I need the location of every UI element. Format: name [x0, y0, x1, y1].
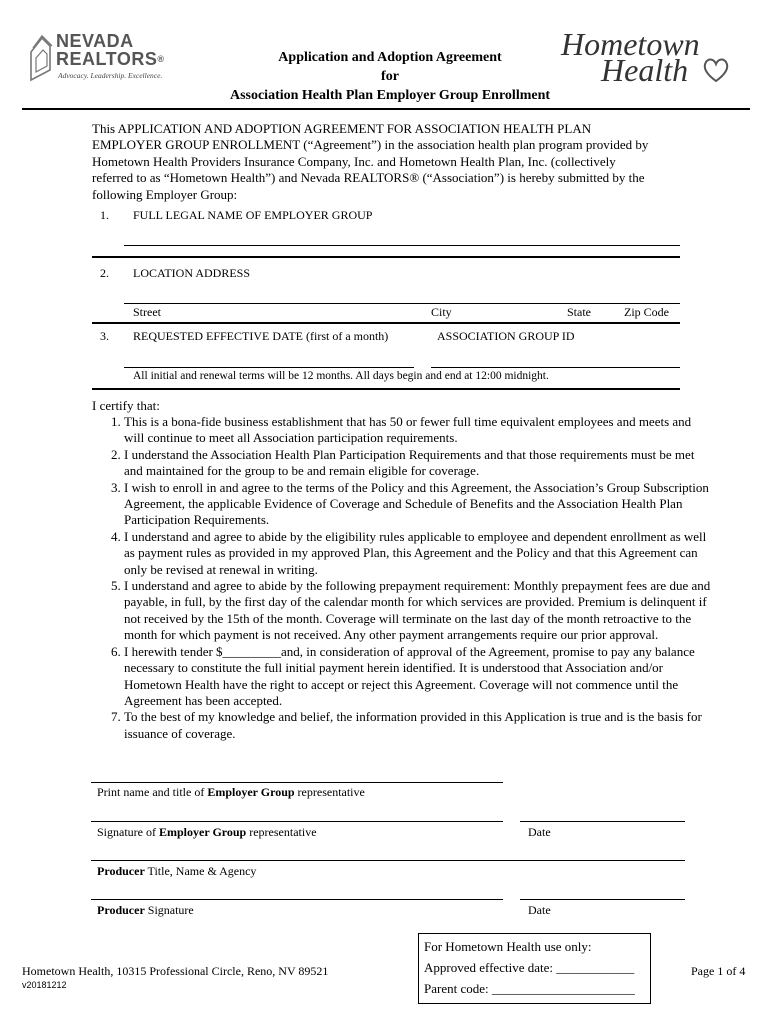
city-label: City — [431, 305, 452, 319]
office-use-box — [418, 933, 651, 1004]
certify-item: 3. I wish to enroll in and agree to the terms of the Policy and this Agreement, the Association’s Group Subscription Agreement, the applicable Evidence of Coverage and Schedule of Benefits and the Association Health Plan Participation Requirements. — [124, 480, 714, 529]
zip-code-label: Zip Code — [624, 305, 669, 319]
print-name-line[interactable] — [91, 782, 503, 783]
certify-heading: I certify that: — [92, 398, 160, 413]
title-line-3: Association Health Plan Employer Group Enrollment — [229, 88, 551, 103]
footer-version: v20181212 — [22, 980, 67, 990]
logo-health-text: Health — [601, 52, 689, 88]
print-name-suffix: representative — [294, 785, 365, 799]
effective-date-line[interactable] — [124, 367, 414, 368]
logo-tagline: Advocacy. Leadership. Excellence. — [58, 71, 163, 80]
field-1-label: FULL LEGAL NAME OF EMPLOYER GROUP — [133, 208, 373, 222]
footer-address: Hometown Health, 10315 Professional Circle, Reno, NV 89521 — [22, 964, 329, 978]
section-divider-1 — [92, 256, 680, 258]
field-2-label: LOCATION ADDRESS — [133, 266, 251, 280]
certify-item: 2. I understand the Association Health Plan Participation Requirements and that those requirements must be met and maintained for the group to be and remain eligible for coverage. — [124, 447, 714, 480]
group-id-line[interactable] — [431, 367, 680, 368]
signature-suffix: representative — [246, 825, 317, 839]
nevada-realtors-logo — [28, 30, 165, 86]
certify-item: 6. I herewith tender $_________and, in consideration of approval of the Agreement, promise to pay any balance necessary to constitute the full initial payment herein identified. It is understood that Association and/or Hometown Health have the right to accept or reject this Agreement. Coverage will not commence until the Agreement has been accepted. — [124, 644, 714, 710]
signature-bold: Employer Group — [159, 825, 247, 839]
header-divider — [22, 108, 750, 110]
field-3-label: REQUESTED EFFECTIVE DATE (first of a month) — [133, 329, 389, 343]
logo-realtors-text — [56, 50, 164, 68]
date-line-2[interactable] — [520, 899, 685, 900]
page-number: Page 1 of 4 — [691, 964, 746, 978]
approved-date-field[interactable]: Approved effective date: ____________ — [424, 960, 635, 975]
certify-list — [92, 414, 714, 742]
signature-label — [97, 824, 317, 840]
certify-item: 7. To the best of my knowledge and belief, the information provided in this Application is true and is the basis for issuance of coverage. — [124, 709, 714, 742]
print-name-prefix: Print name and title of — [97, 785, 208, 799]
field-1-number: 1. — [100, 208, 109, 222]
signature-line[interactable] — [91, 821, 503, 822]
section-divider-3 — [92, 388, 680, 390]
producer-signature-line[interactable] — [91, 899, 503, 900]
title-line-2: for — [381, 69, 399, 84]
hometown-health-logo — [555, 28, 735, 88]
certify-item: 5. I understand and agree to abide by the following prepayment requirement: Monthly prepayment fees are due and payable, in full, by the first day of the calendar month for which services are provided. Premium is delinquent if not received by the 15th of the month. Coverage will terminate on the last day of the month retroactive to the month for which payment is not received. Any other payment arrangements require our prior approval. — [124, 578, 714, 644]
certify-item: 4. I understand and agree to abide by the eligibility rules applicable to employee and dependent enrollment as well as payment rules as provided in my approved Plan, this Agreement and the Policy and that this Agreement can only be revised at renewal in writing. — [124, 529, 714, 578]
certify-item: 1. This is a bona-fide business establishment that has 50 or fewer full time equivalent employees and meets and will continue to meet all Association participation requirements. — [124, 414, 714, 447]
logo-nevada-text: NEVADA — [56, 31, 134, 51]
producer-title-label — [97, 863, 256, 879]
address-line[interactable] — [124, 303, 680, 304]
date-label-1: Date — [528, 825, 551, 839]
producer-signature-bold: Producer — [97, 903, 145, 917]
logo-reg-mark: ® — [157, 54, 165, 64]
employer-name-line[interactable] — [124, 245, 680, 246]
producer-signature-suffix: Signature — [144, 903, 194, 917]
state-label: State — [567, 305, 591, 319]
document-title — [190, 48, 590, 105]
date-label-2: Date — [528, 903, 551, 917]
intro-paragraph: This APPLICATION AND ADOPTION AGREEMENT FOR ASSOCIATION HEALTH PLAN EMPLOYER GROUP ENROLLMENT (“Agreement”) in the association health plan program provided by Hometown Health Providers Insurance Company, Inc. and Hometown Health Plan, Inc. (collectively referred to as “Hometown Health”) and Nevada REALTORS® (“Association”) is hereby submitted by the following Employer Group: — [92, 121, 649, 202]
field-3-number: 3. — [100, 329, 109, 343]
street-label: Street — [133, 305, 161, 319]
print-name-label — [97, 784, 365, 800]
terms-note: All initial and renewal terms will be 12 months. All days begin and end at 12:00 midnight. — [133, 370, 549, 382]
producer-title-line[interactable] — [91, 860, 685, 861]
logo-hometown-text: Hometown — [561, 26, 700, 62]
section-divider-2 — [92, 322, 680, 324]
office-use-heading: For Hometown Health use only: — [424, 939, 592, 954]
field-2-number: 2. — [100, 266, 109, 280]
title-line-1: Application and Adoption Agreement — [278, 50, 502, 65]
logo-realtors-word: REALTORS — [56, 49, 158, 69]
producer-title-suffix: Title, Name & Agency — [144, 864, 257, 878]
heart-icon — [701, 56, 731, 84]
producer-signature-label — [97, 902, 194, 918]
association-group-id-label: ASSOCIATION GROUP ID — [437, 329, 575, 343]
parent-code-field[interactable]: Parent code: ______________________ — [424, 981, 635, 996]
producer-title-bold: Producer — [97, 864, 145, 878]
signature-prefix: Signature of — [97, 825, 159, 839]
print-name-bold: Employer Group — [207, 785, 295, 799]
date-line-1[interactable] — [520, 821, 685, 822]
